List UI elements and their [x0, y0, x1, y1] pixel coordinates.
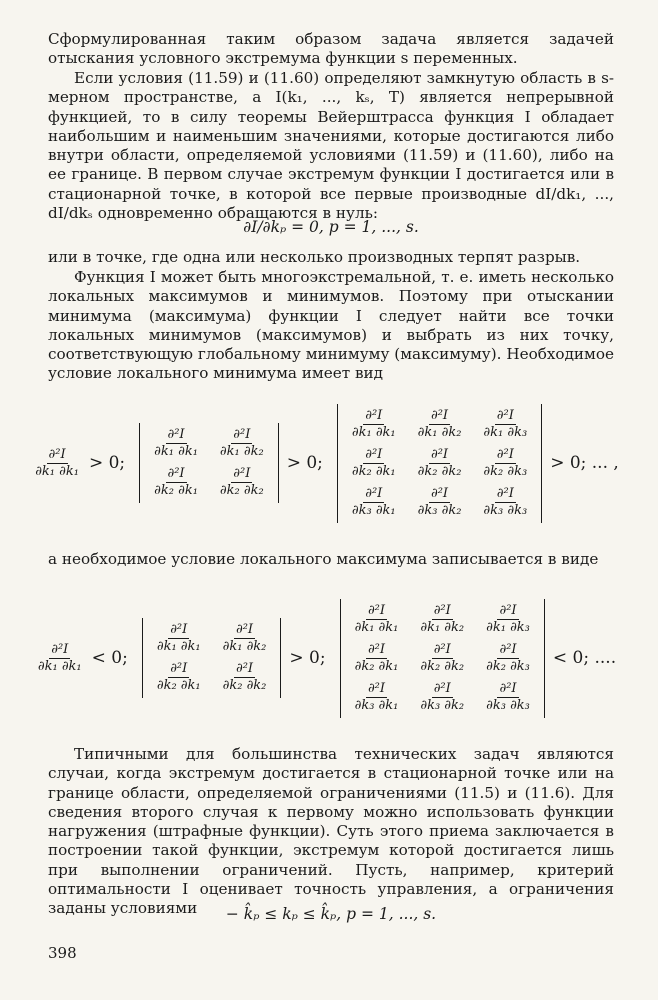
determinant-2x2-max: $\frac{\text{∂²I}}{\text{∂k₁ ∂k₁}}$ $\frac{\text{∂²I}}{\text{∂k₁ ∂k₂}}$ $\frac{\text{∂²I}}{\text{∂k₂ ∂k₁}}$ $\frac{\text{∂²I}}{\text{∂k₂ ∂k₂}}$	[142, 618, 282, 698]
determinant-3x3-min: $\frac{\text{∂²I}}{\text{∂k₁ ∂k₁}}$ $\frac{\text{∂²I}}{\text{∂k₁ ∂k₂}}$ $\frac{\text{∂²I}}{\text{∂k₁ ∂k₃}}$ $\frac{\text{∂²I}}{\text{∂k₂ ∂k₁}}$ $\frac{\text{∂²I}}{\text{∂k₂ ∂k₂}}$ $\frac{\text{∂²I}}{\text{∂k₂ ∂k₃}}$ $\frac{\text{∂²I}}{\text{∂k₃ ∂k₁}}$ $\frac{\text{∂²I}}{\text{∂k₃ ∂k₂}}$ $\frac{\text{∂²I}}{\text{∂k₃ ∂k₃}}$	[337, 404, 542, 523]
determinant-3x3-max: $\frac{\text{∂²I}}{\text{∂k₁ ∂k₁}}$ $\frac{\text{∂²I}}{\text{∂k₁ ∂k₂}}$ $\frac{\text{∂²I}}{\text{∂k₁ ∂k₃}}$ $\frac{\text{∂²I}}{\text{∂k₂ ∂k₁}}$ $\frac{\text{∂²I}}{\text{∂k₂ ∂k₂}}$ $\frac{\text{∂²I}}{\text{∂k₂ ∂k₃}}$ $\frac{\text{∂²I}}{\text{∂k₃ ∂k₁}}$ $\frac{\text{∂²I}}{\text{∂k₃ ∂k₂}}$ $\frac{\text{∂²I}}{\text{∂k₃ ∂k₃}}$	[340, 599, 545, 718]
relation-min-double: > 0;	[286, 453, 323, 473]
relation-max-single: < 0;	[91, 648, 128, 668]
relation-min-single: > 0;	[88, 453, 126, 473]
determinant-2x2-min: $\frac{\text{∂²I}}{\text{∂k₁ ∂k₁}}$ $\frac{\text{∂²I}}{\text{∂k₁ ∂k₂}}$ $\frac{\text{∂²I}}{\text{∂k₂ ∂k₁}}$ $\frac{\text{∂²I}}{\text{∂k₂ ∂k₂}}$	[139, 423, 279, 503]
paragraph-maximum-intro: а необходимое условие локального максимума записывается в виде	[48, 550, 599, 568]
paragraph-penalty-functions: Типичными для большинства технических задач являются случаи, когда экстремум достигается в стационарной точке или на границе области, определяемой ограничениями (11.5) и (11.6). Для сведения второго случая к первому можно использовать функции нагружения (штрафные функции). Суть этого приема заключается в построении такой функции, экстремум которой достигается лишь при выполнении ограничений. Пусть, например, критерий оптимальности I оценивает точность управления, а ограничения заданы условиями	[48, 745, 614, 918]
paragraph-intro: Сформулированная таким образом задача является задачей отыскания условного экстремума функции s переменных.	[48, 30, 614, 68]
bounds-formula: − k̂ₚ ≤ kₚ ≤ k̂ₚ, p = 1, ..., s.	[225, 905, 437, 923]
fraction-d11: $\frac{\text{∂²I}}{\text{∂k₁ ∂k₁}}$	[35, 446, 79, 479]
paragraph-weierstrass: Если условия (11.59) и (11.60) определяют замкнутую область в s-мерном пространстве, а I(k₁, ..., kₛ, T) является непрерывной функцией, то в силу теоремы Вейерштрасса функция I обладает наибольшим и наименьшим значениями, которые достигаются либо внутри области, определяемой условиями (11.59) и (11.60), либо на ее границе. В первом случае экстремум функции I достигается или в стационарной точке, в которой все первые производные dI/dk₁, ..., dI/dkₛ одновременно обращаются в нуль:	[48, 69, 614, 223]
page-number: 398	[48, 944, 77, 962]
relation-max-triple: < 0; ....	[552, 648, 617, 668]
minimum-conditions	[0, 395, 658, 531]
paragraph-multiextremal: Функция I может быть многоэкстремальной, т. е. иметь несколько локальных максимумов и минимумов. Поэтому при отыскании минимума (максимума) функции I следует найти все точки локальных минимумов (максимумов) и выбрать из них точку, соответствующую глобальному минимуму (максимуму). Необходимое условие локального минимума имеет вид	[48, 268, 614, 383]
relation-min-triple: > 0; ... ,	[550, 453, 619, 473]
relation-max-double: > 0;	[289, 648, 326, 668]
paragraph-discontinuity: или в точке, где одна или несколько производных терпят разрыв.	[48, 248, 581, 266]
fraction-d11-max: $\frac{\text{∂²I}}{\text{∂k₁ ∂k₁}}$	[37, 641, 82, 674]
stationary-condition-formula: ∂I/∂kₚ = 0, p = 1, ..., s.	[243, 218, 419, 236]
maximum-conditions	[0, 590, 658, 726]
